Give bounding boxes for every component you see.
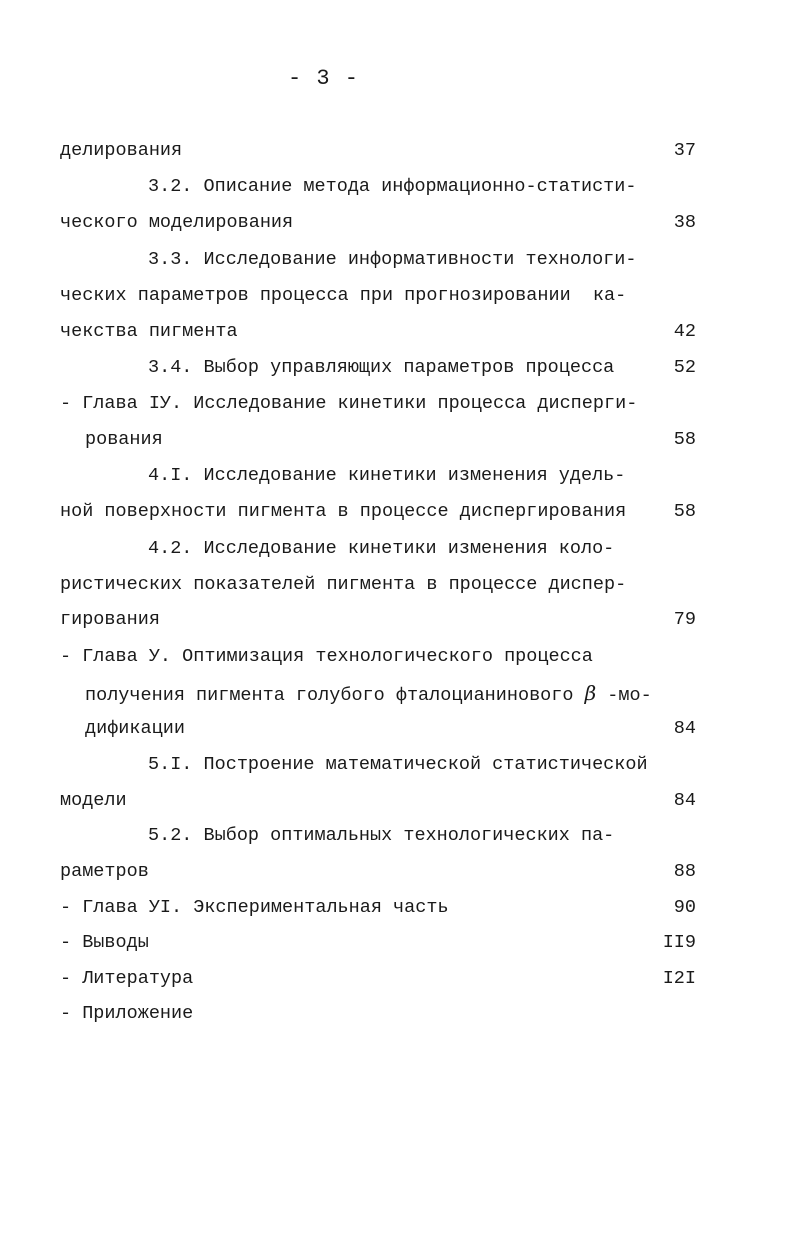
toc-page-number: 37 <box>673 140 696 161</box>
toc-chapter-heading: - Приложение <box>60 1003 194 1024</box>
toc-chapter-heading: - Глава У. Оптимизация технологического процесса <box>60 646 593 667</box>
toc-chapter-heading: - Глава IУ. Исследование кинетики процесса дисперги- <box>60 393 638 414</box>
toc-page-number: 79 <box>673 609 696 630</box>
toc-line: 3.3. Исследование информативности технологи- <box>148 249 637 270</box>
page-number: - 3 - <box>288 66 360 91</box>
toc-page-number: I2I <box>662 968 696 989</box>
toc-line: ристических показателей пигмента в процессе диспер- <box>60 574 627 595</box>
toc-line: ческих параметров процесса при прогнозировании ка- <box>60 285 627 306</box>
toc-line-text: -мо- <box>596 685 652 706</box>
toc-page-number: 42 <box>673 321 696 342</box>
toc-line: 4.I. Исследование кинетики изменения удель- <box>148 465 626 486</box>
toc-line: 4.2. Исследование кинетики изменения коло- <box>148 538 615 559</box>
toc-line: дификации <box>85 718 185 739</box>
toc-line: 3.2. Описание метода информационно-статисти- <box>148 176 637 197</box>
toc-chapter-heading: - Выводы <box>60 932 149 953</box>
toc-chapter-heading: - Литература <box>60 968 194 989</box>
toc-page-number: 84 <box>673 790 696 811</box>
toc-line: чекства пигмента <box>60 321 238 342</box>
toc-page-number: 88 <box>673 861 696 882</box>
toc-line: модели <box>60 790 127 811</box>
toc-line-text: получения пигмента голубого фталоцианинового <box>85 685 585 706</box>
toc-page-number: 38 <box>673 212 696 233</box>
toc-line: гирования <box>60 609 160 630</box>
toc-page-number: II9 <box>662 932 696 953</box>
toc-chapter-heading: - Глава УI. Экспериментальная часть <box>60 897 449 918</box>
toc-line: 3.4. Выбор управляющих параметров процесса <box>148 357 615 378</box>
toc-page-number: 58 <box>673 501 696 522</box>
beta-symbol: β <box>584 681 597 705</box>
toc-page-number: 84 <box>673 718 696 739</box>
toc-line: ной поверхности пигмента в процессе диспергирования <box>60 501 627 522</box>
toc-page-number: 90 <box>673 897 696 918</box>
toc-line: делирования <box>60 140 183 161</box>
toc-page-number: 52 <box>673 357 696 378</box>
toc-page-number: 58 <box>673 429 696 450</box>
toc-line <box>85 681 652 708</box>
toc-line: рования <box>85 429 163 450</box>
toc-line: 5.2. Выбор оптимальных технологических па- <box>148 825 615 846</box>
toc-line: ческого моделирования <box>60 212 294 233</box>
toc-line: 5.I. Построение математической статистической <box>148 754 648 775</box>
toc-line: раметров <box>60 861 149 882</box>
